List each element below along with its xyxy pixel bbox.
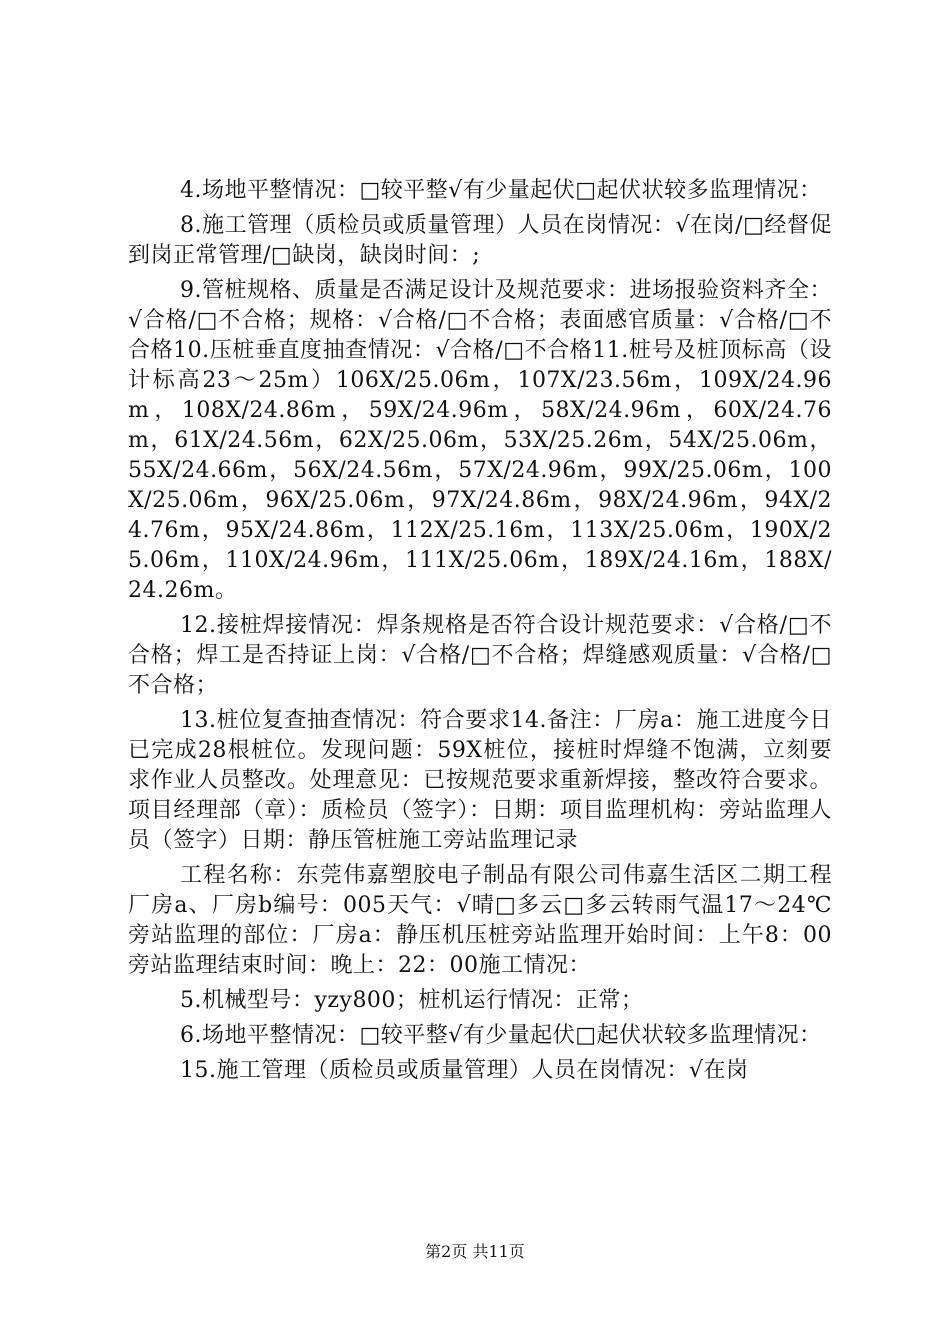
page-number-footer: 第2页 共11页 bbox=[425, 1242, 525, 1261]
paragraph-management-on-duty-2: 15.施工管理（质检员或质量管理）人员在岗情况：√在岗 bbox=[180, 1058, 749, 1083]
paragraph-management-on-duty: 8.施工管理（质检员或质量管理）人员在岗情况：√在岗/□经督促到岗正常管理/□缺岗，缺岗时间：; bbox=[128, 213, 832, 268]
paragraph-pile-welding: 12.接桩焊接情况：焊条规格是否符合设计规范要求：√合格/□不合格；焊工是否持证上岗：√合格/□不合格；焊缝感观质量：√合格/□不合格； bbox=[128, 613, 832, 698]
paragraph-site-leveling: 4.场地平整情况：□较平整√有少量起伏□起伏状较多监理情况： bbox=[180, 178, 822, 203]
paragraph-machine-model: 5.机械型号：yzy800；桩机运行情况：正常； bbox=[180, 988, 644, 1013]
paragraph-project-info: 工程名称：东莞伟嘉塑胶电子制品有限公司伟嘉生活区二期工程厂房a、厂房b编号：005天气：√晴□多云□多云转雨气温17～24℃旁站监理的部位：厂房a：静压机压桩旁站监理开始时间：上午8：00旁站监理结束时间：晚上：22：00施工情况： bbox=[128, 863, 832, 978]
paragraph-site-leveling-2: 6.场地平整情况：□较平整√有少量起伏□起伏状较多监理情况： bbox=[180, 1023, 822, 1048]
paragraph-pile-specs: 9.管桩规格、质量是否满足设计及规范要求：进场报验资料齐全：√合格/□不合格；规格：√合格/□不合格；表面感官质量：√合格/□不合格10.压桩垂直度抽查情况：√合格/□不合格11.桩号及桩顶标高（设计标高23～25m）106X/25.06m，107X/23.56m，109X/24.96m，108X/24.86m，59X/24.96m，58X/24.96m，60X/24.76m，61X/24.56m，62X/25.06m，53X/25.26m，54X/25.06m，55X/24.66m，56X/24.56m，57X/24.96m，99X/25.06m，100X/25.06m，96X/25.06m，97X/24.86m，98X/24.96m，94X/24.76m，95X/24.86m，112X/25.16m，113X/25.06m，190X/25.06m，110X/24.96m，111X/25.06m，189X/24.16m，188X/24.26m。 bbox=[128, 278, 832, 603]
paragraph-pile-recheck-notes: 13.桩位复查抽查情况：符合要求14.备注：厂房a：施工进度今日已完成28根桩位。发现问题：59X桩位，接桩时焊缝不饱满，立刻要求作业人员整改。处理意见：已按规范要求重新焊接，整改符合要求。项目经理部（章）：质检员（签字）：日期：项目监理机构：旁站监理人员（签字）日期：静压管桩施工旁站监理记录 bbox=[128, 708, 832, 853]
document-body bbox=[128, 176, 832, 1086]
